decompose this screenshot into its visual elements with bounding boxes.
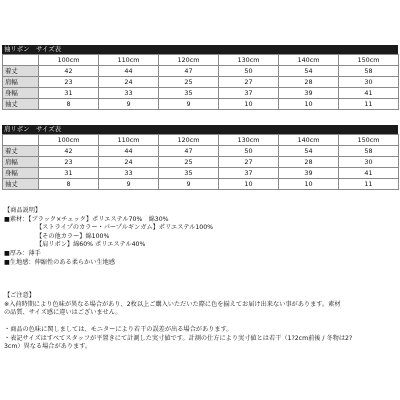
table-cell: 58: [339, 66, 399, 77]
column-header: 110cm: [99, 55, 159, 66]
caution-line: の品質、サイズ感に違いはございません。: [4, 309, 122, 317]
column-header: 130cm: [219, 55, 279, 66]
table-cell: 25: [159, 157, 219, 168]
table-cell: 28: [279, 77, 339, 88]
sleeve-size-block: [2, 45, 398, 110]
table-row: [3, 99, 399, 110]
material-line: 【肩リボン】綿60% ポリエステル40%: [36, 241, 146, 249]
table-row: [3, 157, 399, 168]
row-label: 身幅: [3, 168, 39, 179]
table-cell: 10: [279, 99, 339, 110]
table-row: [3, 88, 399, 99]
disclaimer-notice: [4, 326, 396, 352]
table-cell: 42: [39, 146, 99, 157]
row-label: 肩幅: [3, 157, 39, 168]
table-cell: 41: [339, 88, 399, 99]
product-info-heading: 【商品説明】: [4, 207, 42, 214]
table-cell: 41: [339, 168, 399, 179]
table-cell: 35: [159, 88, 219, 99]
table-cell: 27: [219, 157, 279, 168]
disclaimer-line: 3cm）異なる場合があります。: [4, 343, 92, 351]
shoulder-size-block: [2, 125, 398, 190]
table-cell: 24: [99, 77, 159, 88]
table-cell: 42: [39, 66, 99, 77]
table-cell: 31: [39, 168, 99, 179]
table-header-row: [3, 55, 399, 66]
table-cell: 47: [159, 66, 219, 77]
material-line: 【ストライプのカラー・パープルギンガム】ポリエステル100%: [36, 224, 214, 232]
column-header: 130cm: [219, 135, 279, 146]
table-cell: 33: [99, 88, 159, 99]
row-label: 着丈: [3, 146, 39, 157]
disclaimer-line: ・商品の色味に関しましては、モニターにより若干の誤差が出る場合があります。: [4, 326, 233, 333]
table-cell: 10: [279, 179, 339, 190]
shoulder-size-table: [2, 134, 399, 190]
row-label: 袖丈: [3, 179, 39, 190]
sleeve-size-table: [2, 54, 399, 110]
texture-line: ■生地感：伸縮性のある柔らかい生地感: [4, 258, 116, 266]
column-header: 150cm: [339, 55, 399, 66]
disclaimer-line: ・表記サイズはすべてスタッフが平置きにて計測した実寸値です。計測の仕方により実寸値とは若干（1?2cm前後 / 冬物は2?: [4, 334, 353, 342]
shoulder-table-title: 肩リボン サイズ表: [2, 125, 398, 134]
table-cell: 28: [279, 157, 339, 168]
row-label: 肩幅: [3, 77, 39, 88]
row-label: 着丈: [3, 66, 39, 77]
column-header: 120cm: [159, 55, 219, 66]
table-cell: 54: [279, 66, 339, 77]
table-cell: 44: [99, 146, 159, 157]
table-cell: 8: [39, 99, 99, 110]
column-header: 140cm: [279, 55, 339, 66]
table-row: [3, 77, 399, 88]
table-cell: 10: [219, 179, 279, 190]
caution-heading: 【ご注意】: [4, 292, 35, 299]
table-cell: 50: [219, 66, 279, 77]
caution-line: ※入荷時期により色味が異なる場合があり、2枚以上ご購入いただいた際に色を揃えてお届け出来ない事があります。素材: [4, 300, 341, 308]
material-line: 【その他カラー】綿100%: [36, 232, 110, 240]
table-cell: 11: [339, 99, 399, 110]
caution-notice: [4, 292, 396, 318]
table-cell: 35: [159, 168, 219, 179]
table-cell: 44: [99, 66, 159, 77]
table-cell: 37: [219, 168, 279, 179]
table-cell: 50: [219, 146, 279, 157]
column-header: 100cm: [39, 135, 99, 146]
column-header: 150cm: [339, 135, 399, 146]
table-cell: 10: [219, 99, 279, 110]
table-cell: 23: [39, 77, 99, 88]
sleeve-table-title: 袖リボン サイズ表: [2, 45, 398, 54]
column-header: 140cm: [279, 135, 339, 146]
table-cell: 37: [219, 88, 279, 99]
table-corner-cell: [3, 55, 39, 66]
row-label: 身幅: [3, 88, 39, 99]
table-cell: 9: [159, 99, 219, 110]
material-line: ■素材：【ブラック×チェック】ポリエステル70% 綿30%: [4, 215, 169, 223]
table-row: [3, 168, 399, 179]
table-cell: 54: [279, 146, 339, 157]
table-cell: 24: [99, 157, 159, 168]
table-corner-cell: [3, 135, 39, 146]
thickness-line: ■厚み：薄手: [4, 249, 41, 257]
table-cell: 39: [279, 168, 339, 179]
table-cell: 33: [99, 168, 159, 179]
product-info: [4, 207, 396, 267]
table-cell: 9: [99, 99, 159, 110]
table-cell: 23: [39, 157, 99, 168]
table-cell: 31: [39, 88, 99, 99]
table-cell: 25: [159, 77, 219, 88]
table-cell: 9: [99, 179, 159, 190]
table-cell: 58: [339, 146, 399, 157]
table-row: [3, 66, 399, 77]
table-header-row: [3, 135, 399, 146]
table-cell: 8: [39, 179, 99, 190]
table-cell: 39: [279, 88, 339, 99]
table-row: [3, 146, 399, 157]
row-label: 袖丈: [3, 99, 39, 110]
table-cell: 47: [159, 146, 219, 157]
table-cell: 9: [159, 179, 219, 190]
column-header: 110cm: [99, 135, 159, 146]
table-cell: 30: [339, 77, 399, 88]
table-cell: 11: [339, 179, 399, 190]
table-row: [3, 179, 399, 190]
column-header: 100cm: [39, 55, 99, 66]
table-cell: 30: [339, 157, 399, 168]
column-header: 120cm: [159, 135, 219, 146]
table-cell: 27: [219, 77, 279, 88]
